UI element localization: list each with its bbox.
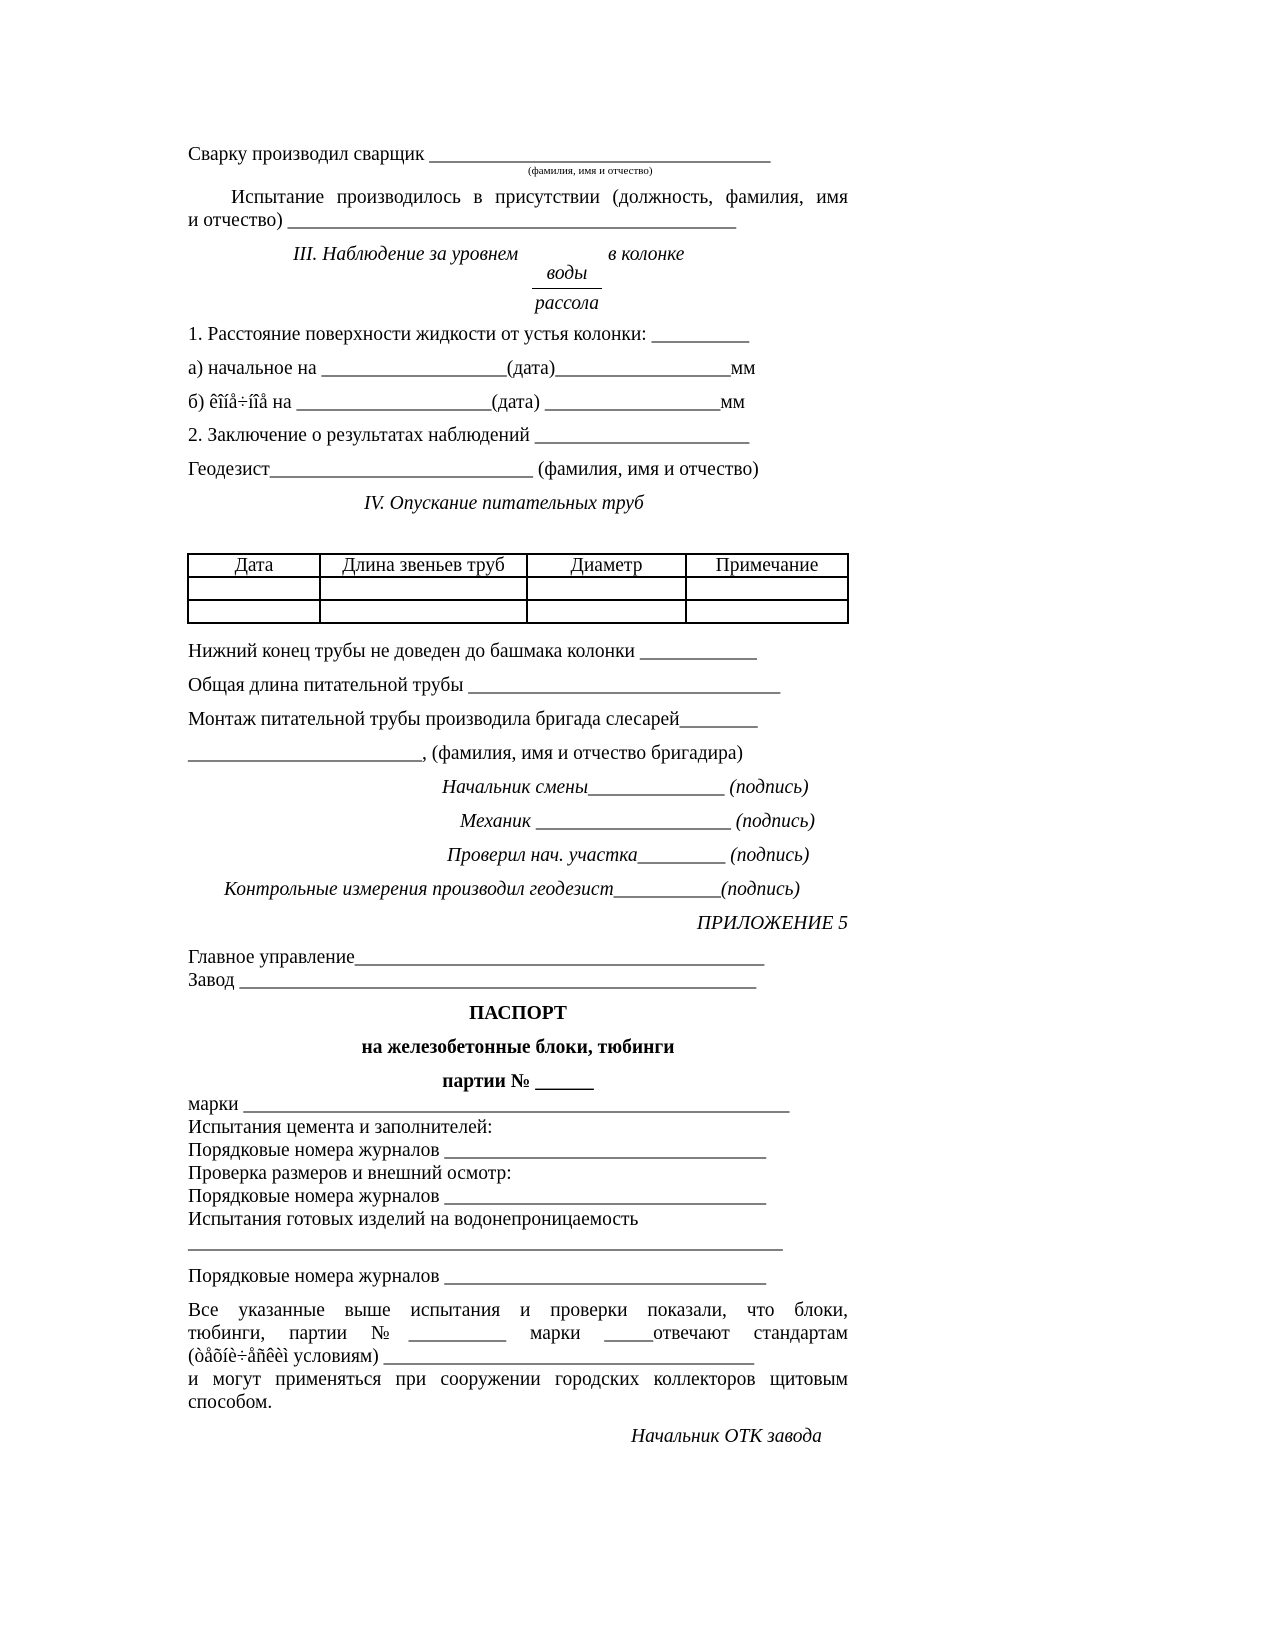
table-row (188, 600, 848, 623)
conclusion-line-2: тюбинги, партии №__________ марки _____отвечают стандартам (188, 1323, 848, 1344)
fraction-numerator: воды (546, 263, 588, 284)
pipe-total-line: Общая длина питательной трубы ________________________________ (188, 675, 781, 696)
table-cell (527, 577, 686, 600)
table-row (188, 577, 848, 600)
conclusion-line-3: (òåõíè÷åñêèì условиям) ______________________________________ (188, 1346, 755, 1367)
mark-line: марки ________________________________________________________ (188, 1094, 790, 1115)
journals-line-2: Порядковые номера журналов _________________________________ (188, 1186, 767, 1207)
pipe-mount-line: Монтаж питательной трубы производила бригада слесарей________ (188, 709, 758, 730)
plant-line: Завод _____________________________________________________ (188, 970, 757, 991)
dims-line: Проверка размеров и внешний осмотр: (188, 1163, 512, 1184)
journals-line-3: Порядковые номера журналов _________________________________ (188, 1266, 767, 1287)
appendix-label: ПРИЛОЖЕНИЕ 5 (696, 913, 848, 934)
table-cell (188, 600, 320, 623)
otk-chief-label: Начальник ОТК завода (631, 1426, 822, 1447)
passport-subtitle: на железобетонные блоки, тюбинги (361, 1037, 675, 1058)
table-cell (527, 600, 686, 623)
table-cell (686, 600, 848, 623)
item-b: б) êîíå÷íîå на ____________________(дата) __________________мм (188, 392, 745, 413)
table-cell (188, 577, 320, 600)
journals-line-1: Порядковые номера журналов _________________________________ (188, 1140, 767, 1161)
signature-control: Контрольные измерения производил геодезист___________(подпись) (224, 879, 801, 900)
welder-caption: (фамилия, имя и отчество) (528, 165, 653, 177)
water-test-line: Испытания готовых изделий на водонепроницаемость (188, 1209, 639, 1230)
blank-line: _____________________________________________________________ (188, 1232, 783, 1253)
conclusion-line-4: и могут применяться при сооружении городских коллекторов щитовым (188, 1369, 848, 1390)
signature-shift-chief: Начальник смены______________ (подпись) (442, 777, 809, 798)
table-cell (320, 577, 527, 600)
table-header-row (188, 554, 848, 577)
test-presence-line-1: Испытание производилось в присутствии (должность, фамилия, имя (231, 187, 848, 208)
passport-title: ПАСПОРТ (469, 1003, 567, 1024)
table-cell (686, 577, 848, 600)
conclusion-line-1: Все указанные выше испытания и проверки показали, что блоки, (188, 1300, 848, 1321)
conclusion-line-5: способом. (188, 1392, 273, 1413)
item-1: 1. Расстояние поверхности жидкости от устья колонки: __________ (188, 324, 750, 345)
signature-site-check: Проверил нач. участка_________ (подпись) (447, 845, 810, 866)
geodesist-line: Геодезист___________________________ (фамилия, имя и отчество) (188, 459, 759, 480)
fraction-bar (532, 288, 602, 289)
section-3-fraction (532, 262, 602, 315)
table-header-length: Длина звеньев труб (320, 554, 527, 577)
signature-mechanic: Механик ____________________ (подпись) (460, 811, 815, 832)
pipe-foreman-line: ________________________, (фамилия, имя и отчество бригадира) (188, 743, 743, 764)
table-header-diameter: Диаметр (527, 554, 686, 577)
item-2: 2. Заключение о результатах наблюдений ______________________ (188, 425, 750, 446)
table-header-date: Дата (188, 554, 320, 577)
pipes-table (187, 553, 849, 624)
welder-line: Сварку производил сварщик ___________________________________ (188, 144, 771, 165)
fraction-denominator: рассола (534, 293, 600, 314)
section-4-title: IV. Опускание питательных труб (364, 493, 644, 514)
table-cell (320, 600, 527, 623)
passport-batch: партии № ______ (442, 1071, 594, 1092)
pipe-end-line: Нижний конец трубы не доведен до башмака колонки ____________ (188, 641, 757, 662)
section-3-title-right: в колонке (608, 244, 685, 265)
document-page (188, 0, 848, 1651)
test-presence-line-2: и отчество) ______________________________________________ (188, 210, 737, 231)
section-3-title-left: III. Наблюдение за уровнем (293, 244, 519, 265)
item-a: а) начальное на ___________________(дата)__________________мм (188, 358, 756, 379)
table-header-note: Примечание (686, 554, 848, 577)
cement-line: Испытания цемента и заполнителей: (188, 1117, 493, 1138)
main-dept-line: Главное управление__________________________________________ (188, 947, 765, 968)
